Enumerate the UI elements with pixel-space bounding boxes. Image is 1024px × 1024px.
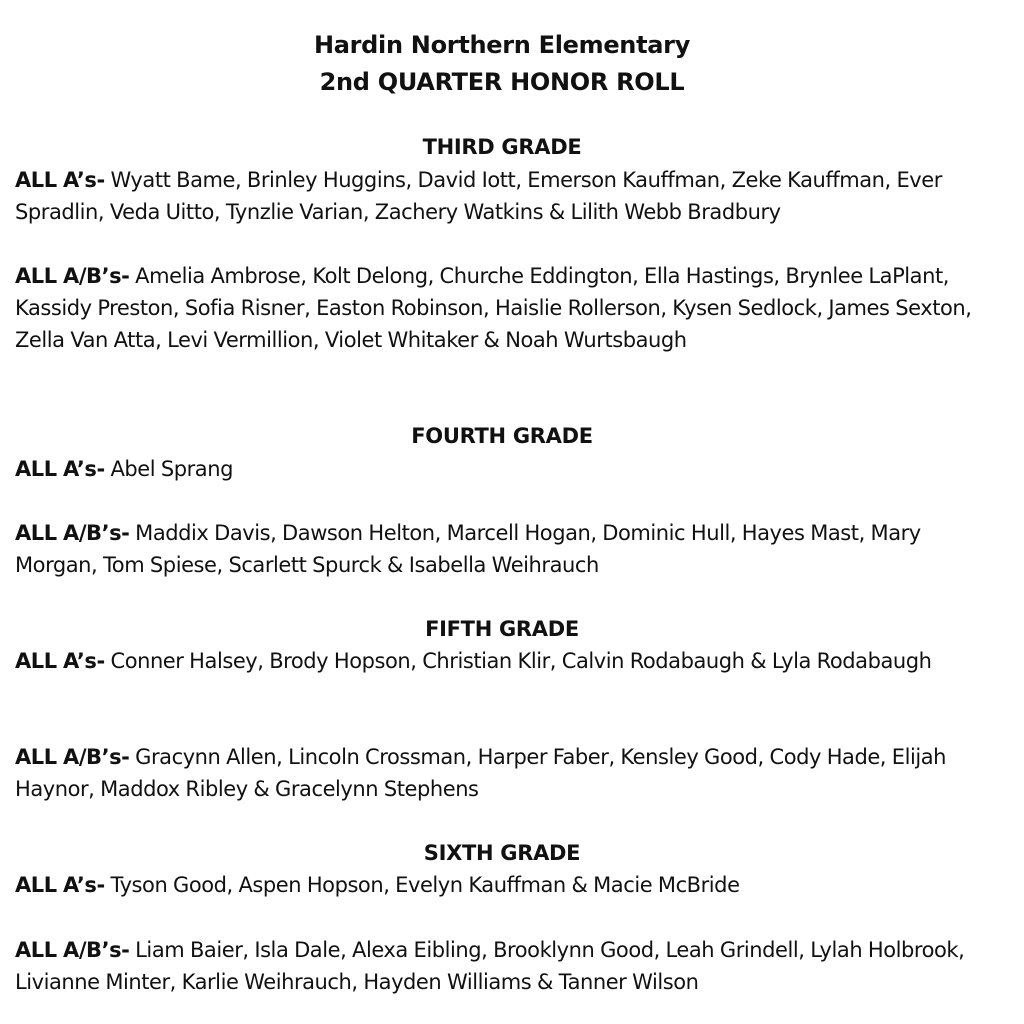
all-ab-names: Maddix Davis, Dawson Helton, Marcell Hogan, Dominic Hull, Hayes Mast, Mary Morgan, Tom Spiese, Scarlett Spurck & Isabella Weihrauch bbox=[15, 521, 921, 577]
third-grade-heading: THIRD GRADE bbox=[422, 135, 582, 159]
all-ab-names: Liam Baier, Isla Dale, Alexa Eibling, Brooklynn Good, Leah Grindell, Lylah Holbrook, Livianne Minter, Karlie Weihrauch, Hayden Williams & Tanner Wilson bbox=[15, 938, 965, 994]
fifth-grade-heading: FIFTH GRADE bbox=[425, 617, 579, 641]
all-ab-names: Amelia Ambrose, Kolt Delong, Churche Eddington, Ella Hastings, Brynlee LaPlant, Kassidy Preston, Sofia Risner, Easton Robinson, Haislie Rollerson, Kysen Sedlock, James Sexton, Zella Van Atta, Levi Vermillion, Violet Whitaker & Noah Wurtsbaugh bbox=[15, 264, 972, 352]
all-ab-names: Gracynn Allen, Lincoln Crossman, Harper Faber, Kensley Good, Cody Hade, Elijah Haynor, Maddox Ribley & Gracelynn Stephens bbox=[15, 745, 947, 801]
fifth-grade-all-ab bbox=[15, 741, 1005, 805]
fourth-grade-all-a bbox=[15, 453, 1005, 485]
third-grade-all-ab bbox=[15, 260, 1005, 356]
fifth-grade-all-a bbox=[15, 645, 1005, 677]
school-name: Hardin Northern Elementary bbox=[313, 31, 691, 59]
all-a-names: Abel Sprang bbox=[104, 457, 233, 481]
fourth-grade-all-ab bbox=[15, 517, 1005, 581]
all-a-label: ALL A’s- bbox=[15, 168, 105, 192]
all-ab-label: ALL A/B’s- bbox=[15, 938, 130, 962]
all-ab-label: ALL A/B’s- bbox=[15, 521, 130, 545]
third-grade-all-a bbox=[15, 164, 1005, 228]
all-a-names: Conner Halsey, Brody Hopson, Christian Klir, Calvin Rodabaugh & Lyla Rodabaugh bbox=[104, 649, 932, 673]
all-a-label: ALL A’s- bbox=[15, 457, 105, 481]
all-ab-label: ALL A/B’s- bbox=[15, 745, 130, 769]
all-a-names: Tyson Good, Aspen Hopson, Evelyn Kauffman & Macie McBride bbox=[104, 873, 740, 897]
fourth-grade-heading: FOURTH GRADE bbox=[411, 424, 593, 448]
all-a-label: ALL A’s- bbox=[15, 873, 105, 897]
sixth-grade-all-a bbox=[15, 869, 1005, 901]
page-title: 2nd QUARTER HONOR ROLL bbox=[319, 68, 685, 96]
all-ab-label: ALL A/B’s- bbox=[15, 264, 130, 288]
all-a-names: Wyatt Bame, Brinley Huggins, David Iott, Emerson Kauffman, Zeke Kauffman, Ever Spradlin, Veda Uitto, Tynzlie Varian, Zachery Watkins & Lilith Webb Bradbury bbox=[15, 168, 942, 224]
all-a-label: ALL A’s- bbox=[15, 649, 105, 673]
sixth-grade-heading: SIXTH GRADE bbox=[423, 841, 581, 865]
sixth-grade-all-ab bbox=[15, 934, 1005, 998]
